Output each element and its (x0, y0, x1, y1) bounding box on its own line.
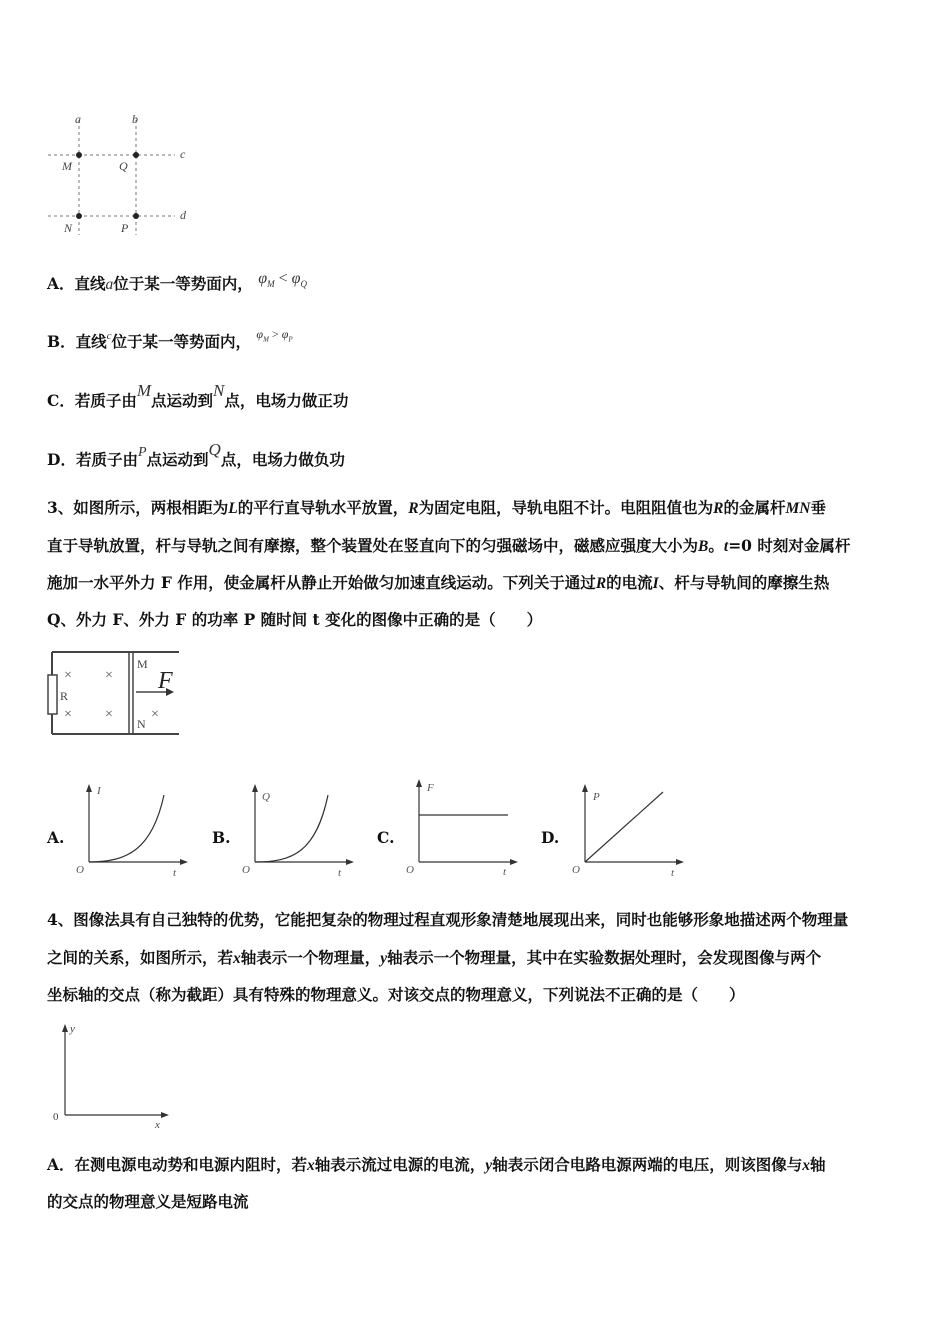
rod-N-label: N (137, 717, 146, 731)
q4-graph-origin: 0 (53, 1111, 59, 1123)
q3-line-4: Q、外力 F、外力 F 的功率 P 随时间 t 变化的图像中正确的是（ ） (47, 610, 543, 629)
graph-b-option[interactable]: B. (212, 828, 231, 847)
opt-d-prefix: D．若质子由 (47, 450, 138, 469)
var-MN: MN (785, 500, 811, 517)
var-B: B (698, 538, 709, 555)
phi-sub-M: M (267, 279, 275, 290)
opt-d-mid: 点运动到 (146, 450, 209, 469)
graph-d-option[interactable]: D. (541, 828, 560, 847)
var-c: c (106, 330, 112, 342)
var-R: R (408, 500, 419, 517)
var-N: N (213, 381, 225, 400)
var-I: I (652, 575, 659, 592)
opt-a-text: 位于某一等势面内， (113, 274, 253, 293)
equipotential-grid-figure (40, 110, 200, 240)
rod-M-label: M (137, 657, 148, 671)
opt-c-suffix: 点，电场力做正功 (224, 391, 349, 410)
q4-line-1: 4、图像法具有自己独特的优势，它能把复杂的物理过程直观形象清楚地展现出来，同时也能够形象地描述两个物理量 (47, 910, 849, 929)
point-N-label: N (64, 221, 73, 235)
field-cross: × (64, 707, 72, 722)
phi-sub-M: M (263, 335, 269, 344)
force-F-label: F (158, 668, 173, 694)
field-cross: × (105, 707, 113, 722)
var-y: y (380, 950, 388, 967)
point-Q-label: Q (119, 159, 128, 173)
q2-option-a[interactable] (47, 270, 307, 300)
line-d-label: d (180, 208, 186, 222)
var-t: t (723, 538, 729, 555)
graph-c-xlabel: t (503, 866, 507, 878)
q4-option-a-line-1[interactable]: A．在测电源电动势和电源内阻时，若x轴表示流过电源的电流，y轴表示闭合电路电源两端的电压，则该图像与x轴 (47, 1155, 826, 1174)
phi-symbol: φ (256, 327, 264, 341)
line-b-label: b (132, 112, 138, 126)
point-M-label: M (62, 159, 72, 173)
q4-option-a-line-2: 的交点的物理意义是短路电流 (47, 1192, 249, 1211)
graph-d-origin: O (572, 864, 580, 876)
graph-b-xlabel: t (338, 867, 342, 879)
graph-c-origin: O (406, 864, 414, 876)
field-cross: × (105, 668, 113, 683)
field-cross: × (151, 707, 159, 722)
graph-b-heat-vs-time (238, 780, 358, 880)
graph-a-option[interactable]: A. (47, 828, 65, 847)
graph-c-force-vs-time (402, 775, 522, 880)
graph-b-ylabel: Q (262, 791, 270, 803)
graph-a-current-vs-time (72, 780, 192, 880)
var-R: R (713, 500, 724, 517)
graph-a-origin: O (76, 864, 84, 876)
phi-symbol: φ (291, 270, 301, 287)
var-R: R (595, 575, 607, 592)
opt-b-prefix: B．直线 (47, 332, 107, 351)
resistor-R-label: R (60, 689, 69, 703)
q4-graph-ylabel: y (70, 1023, 75, 1035)
q3-line-2: 直于导轨放置，杆与导轨之间有摩擦，整个装置处在竖直向下的匀强磁场中，磁感应强度大小为B。t=0 时刻对金属杆 (47, 536, 851, 555)
var-Q: Q (208, 440, 221, 459)
var-L: L (228, 500, 238, 517)
relation-symbol: > (271, 327, 279, 341)
phi-sub-P: P (288, 335, 293, 344)
q4-axes-figure (45, 1020, 175, 1130)
field-cross: × (64, 668, 72, 683)
q2-option-b[interactable] (47, 327, 293, 358)
var-x: x (802, 1157, 810, 1174)
var-y: y (485, 1157, 493, 1174)
phi-symbol: φ (258, 270, 268, 287)
rail-circuit-figure (44, 648, 184, 740)
graph-d-ylabel: P (593, 791, 600, 803)
graph-b-origin: O (242, 864, 250, 876)
var-P: P (137, 445, 147, 460)
phi-symbol: φ (281, 327, 289, 341)
graph-d-power-vs-time (568, 780, 688, 880)
q2-option-c[interactable] (47, 381, 349, 411)
q4-line-3: 坐标轴的交点（称为截距）具有特殊的物理意义。对该交点的物理意义，下列说法不正确的是（ ） (47, 985, 745, 1004)
q2-option-d[interactable] (47, 440, 345, 472)
line-c-label: c (180, 147, 186, 161)
var-a: a (105, 276, 114, 293)
q4-line-2: 之间的关系，如图所示，若x轴表示一个物理量，y轴表示一个物理量，其中在实验数据处理时，会发现图像与两个 (47, 948, 822, 967)
graph-a-ylabel: I (97, 785, 101, 797)
q3-line-1: 3、如图所示，两根相距为L的平行直导轨水平放置，R为固定电阻，导轨电阻不计。电阻阻值也为R的金属杆MN垂 (47, 498, 826, 517)
relation-symbol: < (278, 270, 288, 287)
q4-graph-xlabel: x (155, 1119, 160, 1130)
graph-a-xlabel: t (173, 867, 177, 879)
point-P-label: P (121, 221, 129, 235)
opt-d-suffix: 点，电场力做负功 (220, 450, 345, 469)
opt-b-text: 位于某一等势面内， (111, 332, 252, 351)
graph-d-xlabel: t (671, 867, 675, 879)
opt-c-prefix: C．若质子由 (47, 391, 137, 410)
graph-c-option[interactable]: C. (377, 828, 395, 847)
var-x: x (233, 950, 241, 967)
opt-a-prefix: A．直线 (47, 274, 106, 293)
var-M: M (136, 381, 152, 400)
opt-c-mid: 点运动到 (151, 391, 214, 410)
graph-c-ylabel: F (427, 782, 434, 794)
var-x: x (307, 1157, 315, 1174)
phi-sub-Q: Q (300, 279, 307, 290)
q3-line-3: 施加一水平外力 F 作用，使金属杆从静止开始做匀加速直线运动。下列关于通过R的电流I、杆与导轨间的摩擦生热 (47, 573, 830, 592)
line-a-label: a (75, 112, 81, 126)
